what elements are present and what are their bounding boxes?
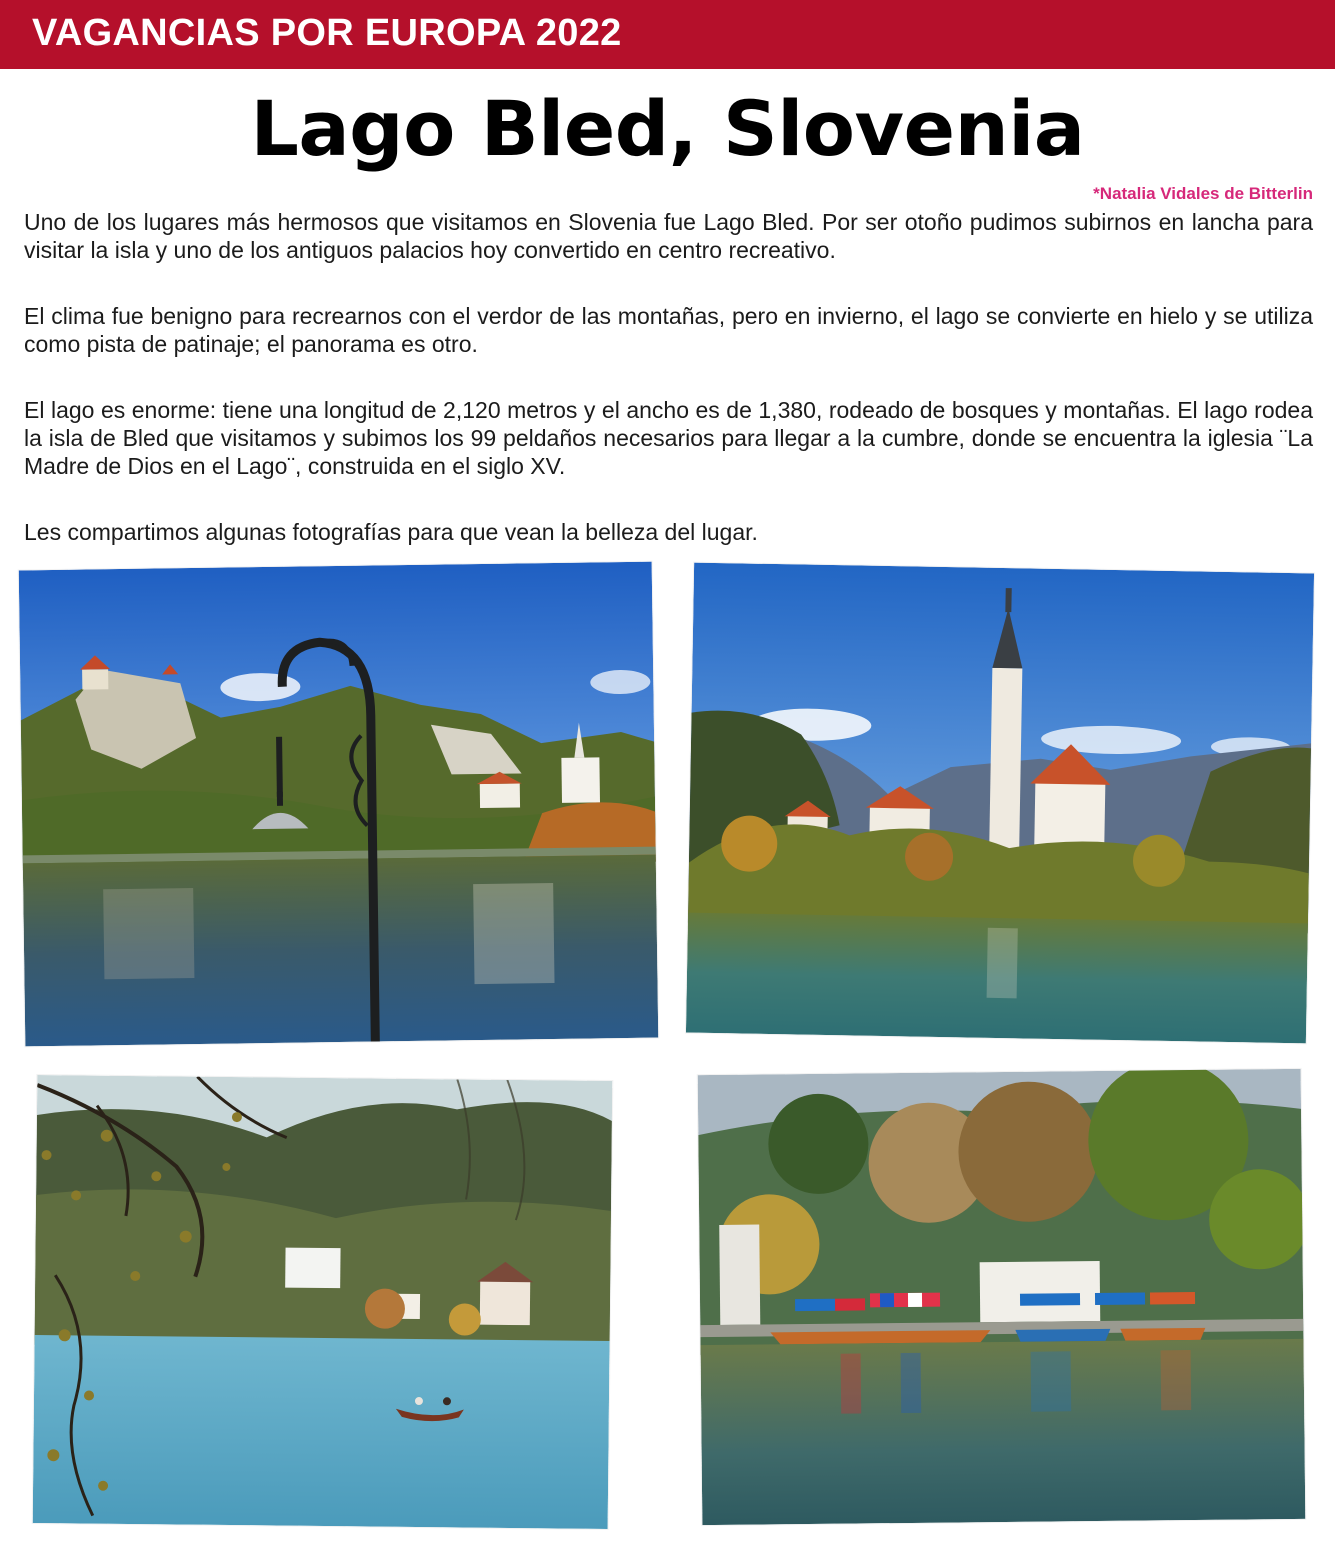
article-author: *Natalia Vidales de Bitterlin	[1093, 184, 1313, 203]
photo-pletna-boats	[698, 1069, 1306, 1525]
header-banner	[0, 0, 1335, 69]
paragraph-1: Uno de los lugares más hermosos que visitamos en Slovenia fue Lago Bled. Por ser otoño pudimos subirnos en lancha para visitar la isla y uno de los antiguos palacios hoy convertido en centro recreativo.	[24, 209, 1313, 263]
article-body	[24, 208, 1313, 584]
paragraph-2: El clima fue benigno para recrearnos con el verdor de las montañas, pero en invierno, el lago se convierte en hielo y se utiliza como pista de patinaje; el panorama es otro.	[24, 303, 1313, 357]
banner-title: VAGANCIAS POR EUROPA 2022	[32, 12, 622, 54]
paragraph-3: El lago es enorme: tiene una longitud de 2,120 metros y el ancho es de 1,380, rodeado de bosques y montañas. El lago rodea la isla de Bled que visitamos y subimos los 99 peldaños necesarios para llegar a la cumbre, donde se encuentra la iglesia ¨La Madre de Dios en el Lago¨, construida en el siglo XV.	[24, 397, 1313, 479]
photo-castle-lamp	[19, 562, 659, 1047]
article-title: Lago Bled, Slovenia	[250, 84, 1085, 173]
paragraph-4: Les compartimos algunas fotografías para que vean la belleza del lugar.	[24, 519, 758, 545]
photo-island-church	[686, 563, 1314, 1044]
photo-rowboat	[33, 1075, 613, 1529]
